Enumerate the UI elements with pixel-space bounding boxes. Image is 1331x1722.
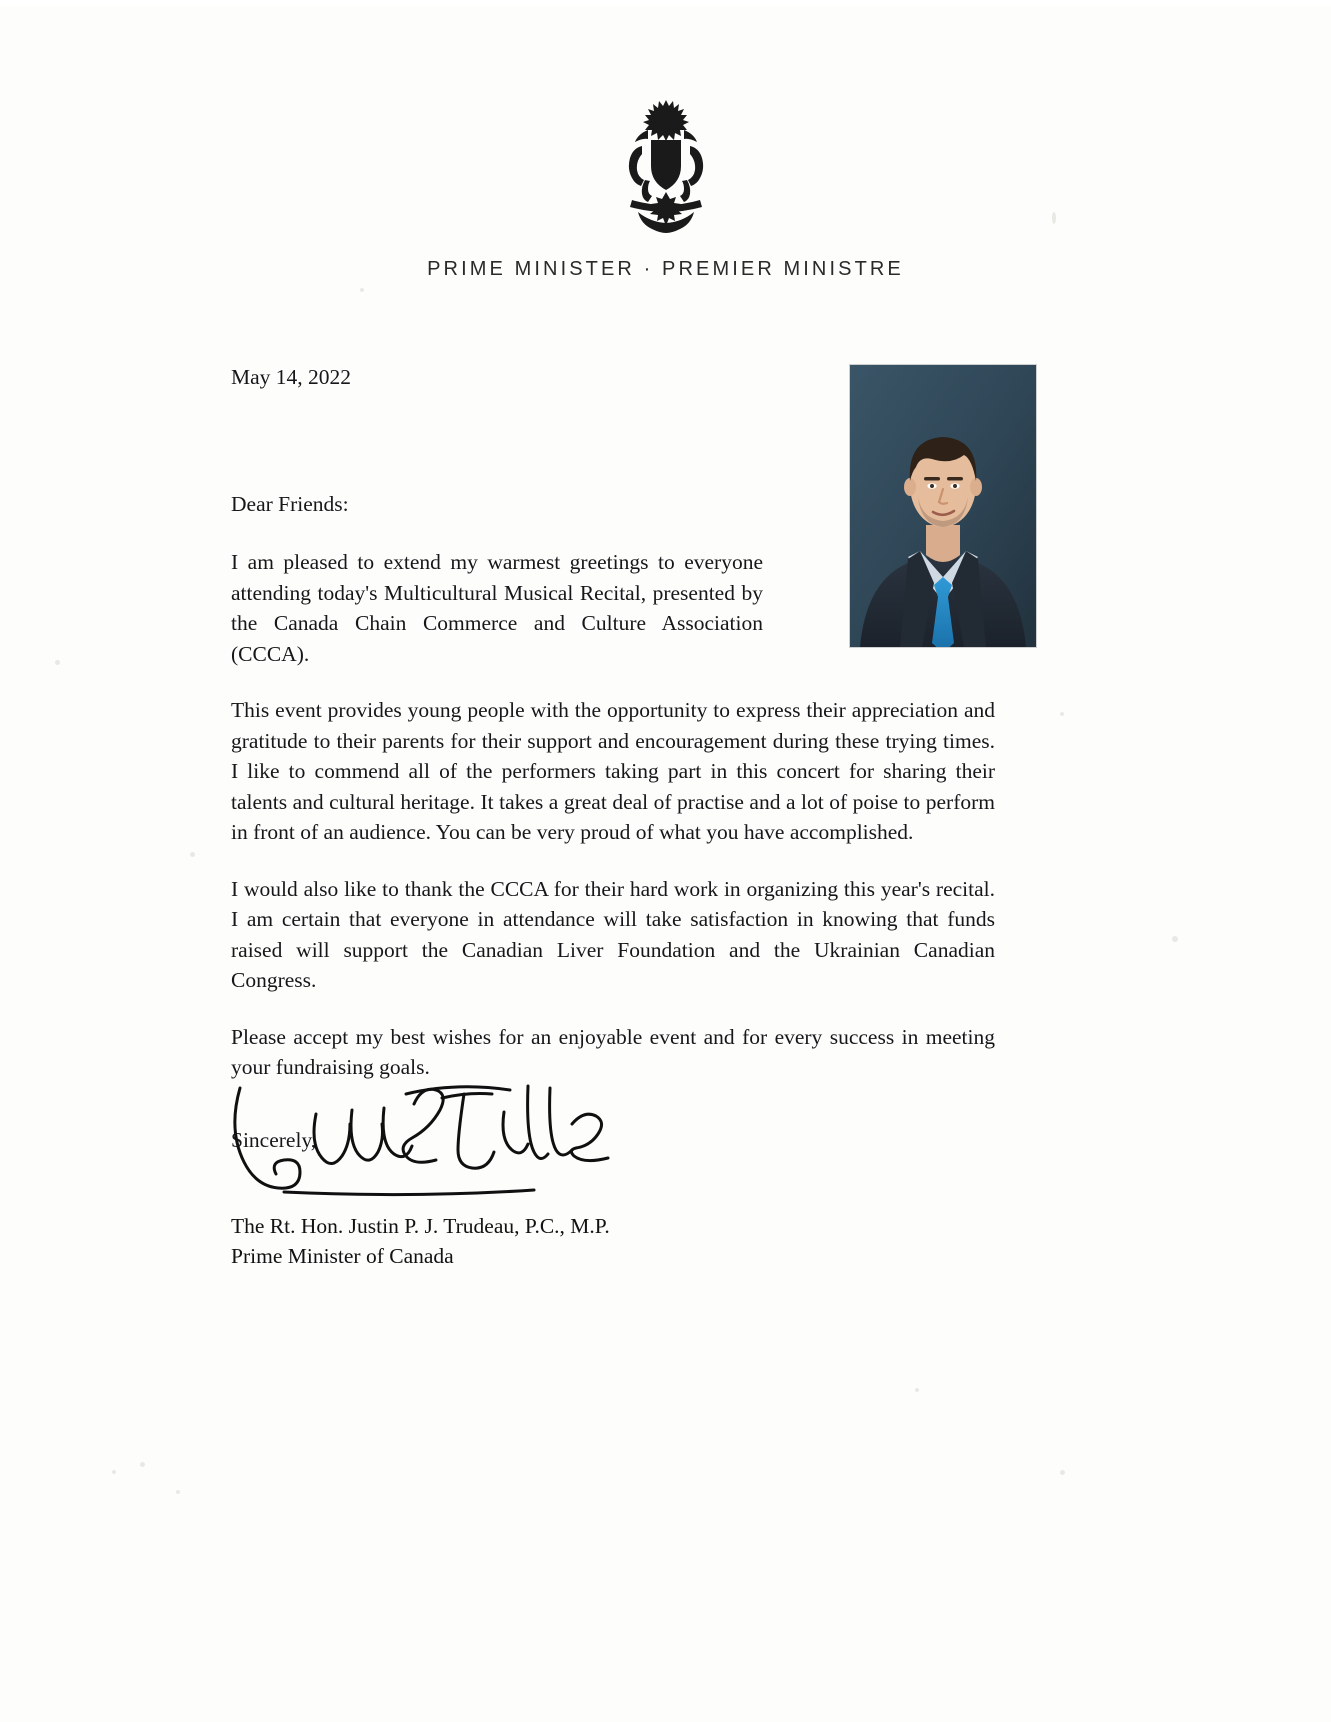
scan-speck <box>915 1388 919 1392</box>
letter-date: May 14, 2022 <box>231 365 352 389</box>
letter-body <box>231 362 995 1155</box>
signer-title: Prime Minister of Canada <box>231 1243 454 1268</box>
letter-paragraph-1: I am pleased to extend my warmest greetings to everyone attending today's Multicultural Musical Recital, presented by the Canada Chain Commerce and Culture Association (CCCA). <box>231 550 763 666</box>
scan-speck <box>1060 712 1064 716</box>
scan-speck <box>1172 936 1178 942</box>
scan-edge <box>0 0 1331 6</box>
canada-coat-of-arms-icon <box>0 96 1331 236</box>
photo-text-wrap-spacer <box>763 362 995 662</box>
scan-speck <box>1060 1470 1065 1475</box>
scan-speck <box>112 1470 116 1474</box>
scan-speck <box>360 288 364 292</box>
letter-salutation: Dear Friends: <box>231 491 349 516</box>
signature-block <box>231 1212 610 1271</box>
handwritten-signature <box>228 1068 648 1198</box>
scan-speck <box>140 1462 145 1467</box>
scan-speck <box>190 852 195 857</box>
letter-paragraph-4: Please accept my best wishes for an enjoyable event and for every success in meeting your fundraising goals. <box>231 1024 995 1080</box>
letter-paragraph-3: I would also like to thank the CCCA for their hard work in organizing this year's recital. I am certain that everyone in attendance will take satisfaction in knowing that funds raised will support the Canadian Liver Foundation and the Ukrainian Canadian Congress. <box>231 876 995 993</box>
letter-paragraph-2: This event provides young people with the opportunity to express their appreciation and gratitude to their parents for their support and encouragement during these trying times. I like to commend all of the performers taking part in this concert for sharing their talents and cultural heritage. It takes a great deal of practise and a lot of poise to perform in front of an audience. You can be very proud of what you have accomplished. <box>231 698 995 845</box>
letter-closing: Sincerely, <box>231 1127 317 1152</box>
scan-speck <box>55 660 60 665</box>
letterhead-title: PRIME MINISTER · PREMIER MINISTRE <box>427 258 904 280</box>
letterhead <box>0 96 1331 281</box>
scan-speck <box>176 1490 180 1494</box>
signer-name: The Rt. Hon. Justin P. J. Trudeau, P.C., M.P. <box>231 1214 610 1238</box>
